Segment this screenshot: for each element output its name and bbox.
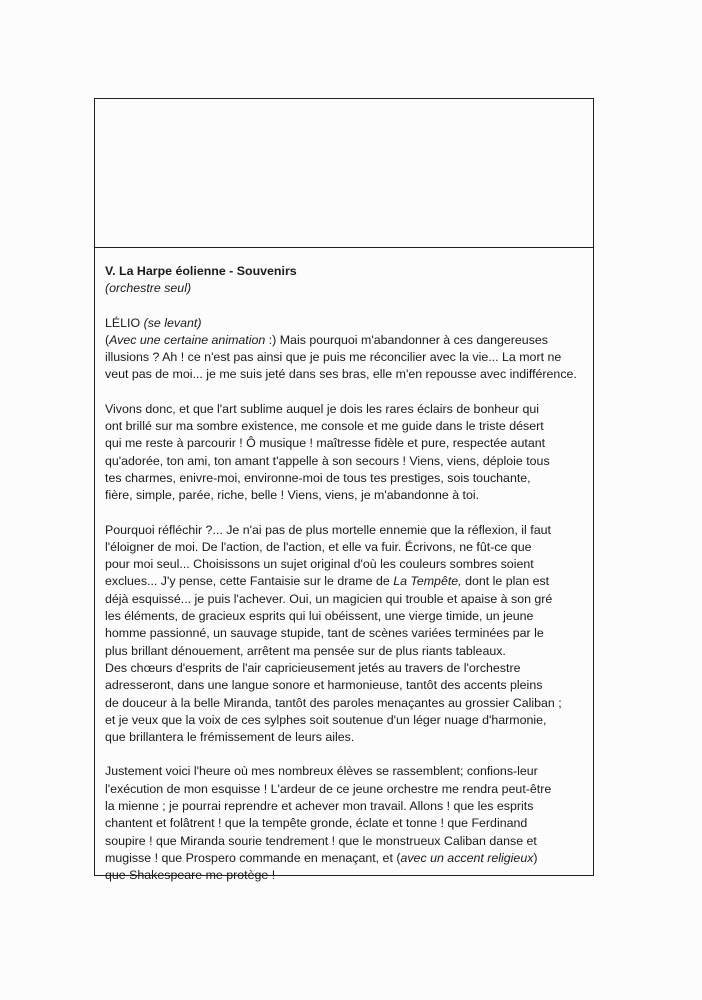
- text-line: de douceur à la belle Miranda, tantôt des paroles menaçantes au grossier Caliban ;: [105, 695, 562, 710]
- text-line: Des chœurs d'esprits de l'air capricieusement jetés au travers de l'orchestre: [105, 660, 521, 675]
- text-line: pour moi seul... Choisissons un sujet original d'où les couleurs sombres soient: [105, 557, 534, 572]
- paragraph-4: [105, 763, 581, 884]
- title-italic: La Tempête,: [393, 574, 462, 589]
- text-line: que Shakespeare me protège !: [105, 868, 276, 883]
- text-line: plus brillant dénouement, arrêtent ma pensée sur de plus riants tableaux.: [105, 643, 506, 658]
- text-line: tes charmes, enivre-moi, environne-moi de tous tes prestiges, sois touchante,: [105, 470, 531, 485]
- section-subtitle: (orchestre seul): [105, 281, 192, 296]
- text-line: l'éloigner de moi. De l'action, de l'action, et elle va fuir. Écrivons, ne fût-ce que: [105, 539, 532, 554]
- text-line: les éléments, de gracieux esprits qui lui obéissent, une vierge timide, un jeune: [105, 609, 534, 624]
- paragraph-3: [105, 522, 581, 747]
- text-line: homme passionné, un sauvage stupide, tant de scènes variées terminées par le: [105, 626, 544, 641]
- text-fragment: mugisse ! que Prospero commande en menaçant, et (: [105, 850, 401, 865]
- text-line: illusions ? Ah ! ce n'est pas ainsi que je puis me réconcilier avec la vie... La mort ne: [105, 350, 562, 365]
- text-line: Justement voici l'heure où mes nombreux élèves se rassemblent; confions-leur: [105, 764, 538, 779]
- text-line: qu'adorée, ton ami, ton amant t'appelle à son secours ! Viens, viens, déploie tous: [105, 453, 550, 468]
- text-line: qui me reste à parcourir ! Ô musique ! maîtresse fidèle et pure, respectée autant: [105, 436, 546, 451]
- text-line: déjà esquissé... je puis l'achever. Oui, un magicien qui trouble et apaise à son gré: [105, 591, 553, 606]
- text-fragment: dont le plan est: [461, 574, 550, 589]
- text-line: chantent et folâtrent ! que la tempête gronde, éclate et tonne ! que Ferdinand: [105, 816, 528, 831]
- empty-header-box: [95, 99, 593, 248]
- text-line: la mienne ; je pourrai reprendre et achever mon travail. Allons ! que les esprits: [105, 799, 534, 814]
- text-block: [105, 263, 581, 902]
- text-line: Pourquoi réfléchir ?... Je n'ai pas de plus mortelle ennemie que la réflexion, il faut: [105, 522, 551, 537]
- text-fragment: exclues... J'y pense, cette Fantaisie sur le drame de: [105, 574, 394, 589]
- text-line: que brillantera le frémissement de leurs ailes.: [105, 730, 355, 745]
- text-line: adresseront, dans une langue sonore et harmonieuse, tantôt des accents pleins: [105, 678, 543, 693]
- speaker-name: LÉLIO: [105, 315, 141, 330]
- paragraph-1: [105, 332, 581, 384]
- stage-direction: avec un accent religieux: [400, 850, 534, 865]
- speaker-block: [105, 315, 581, 332]
- text-line: veut pas de moi... je me suis jeté dans ses bras, elle m'en repousse avec indifférence.: [105, 367, 577, 382]
- section-title: V. La Harpe éolienne - Souvenirs: [105, 264, 297, 278]
- text-line: soupire ! que Miranda sourie tendrement ! que le monstrueux Caliban danse et: [105, 833, 537, 848]
- paragraph-2: [105, 401, 581, 505]
- text-line: ont brillé sur ma sombre existence, me console et me guide dans le triste désert: [105, 419, 544, 434]
- text-line: Vivons donc, et que l'art sublime auquel je dois les rares éclairs de bonheur qui: [105, 401, 539, 416]
- stage-direction: Avec une certaine animation: [109, 332, 266, 347]
- text-line: et je veux que la voix de ces sylphes soit soutenue d'un léger nuage d'harmonie,: [105, 712, 547, 727]
- text-line: l'exécution de mon esquisse ! L'ardeur de ce jeune orchestre me rendra peut-être: [105, 781, 552, 796]
- text-line: fière, simple, parée, riche, belle ! Viens, viens, je m'abandonne à toi.: [105, 488, 480, 503]
- text-fragment: :) Mais pourquoi m'abandonner à ces dangereuses: [265, 332, 548, 347]
- text-fragment: (: [105, 332, 110, 347]
- text-fragment: ): [533, 850, 538, 865]
- stage-direction: (se levant): [143, 315, 202, 330]
- content-frame: [94, 98, 594, 883]
